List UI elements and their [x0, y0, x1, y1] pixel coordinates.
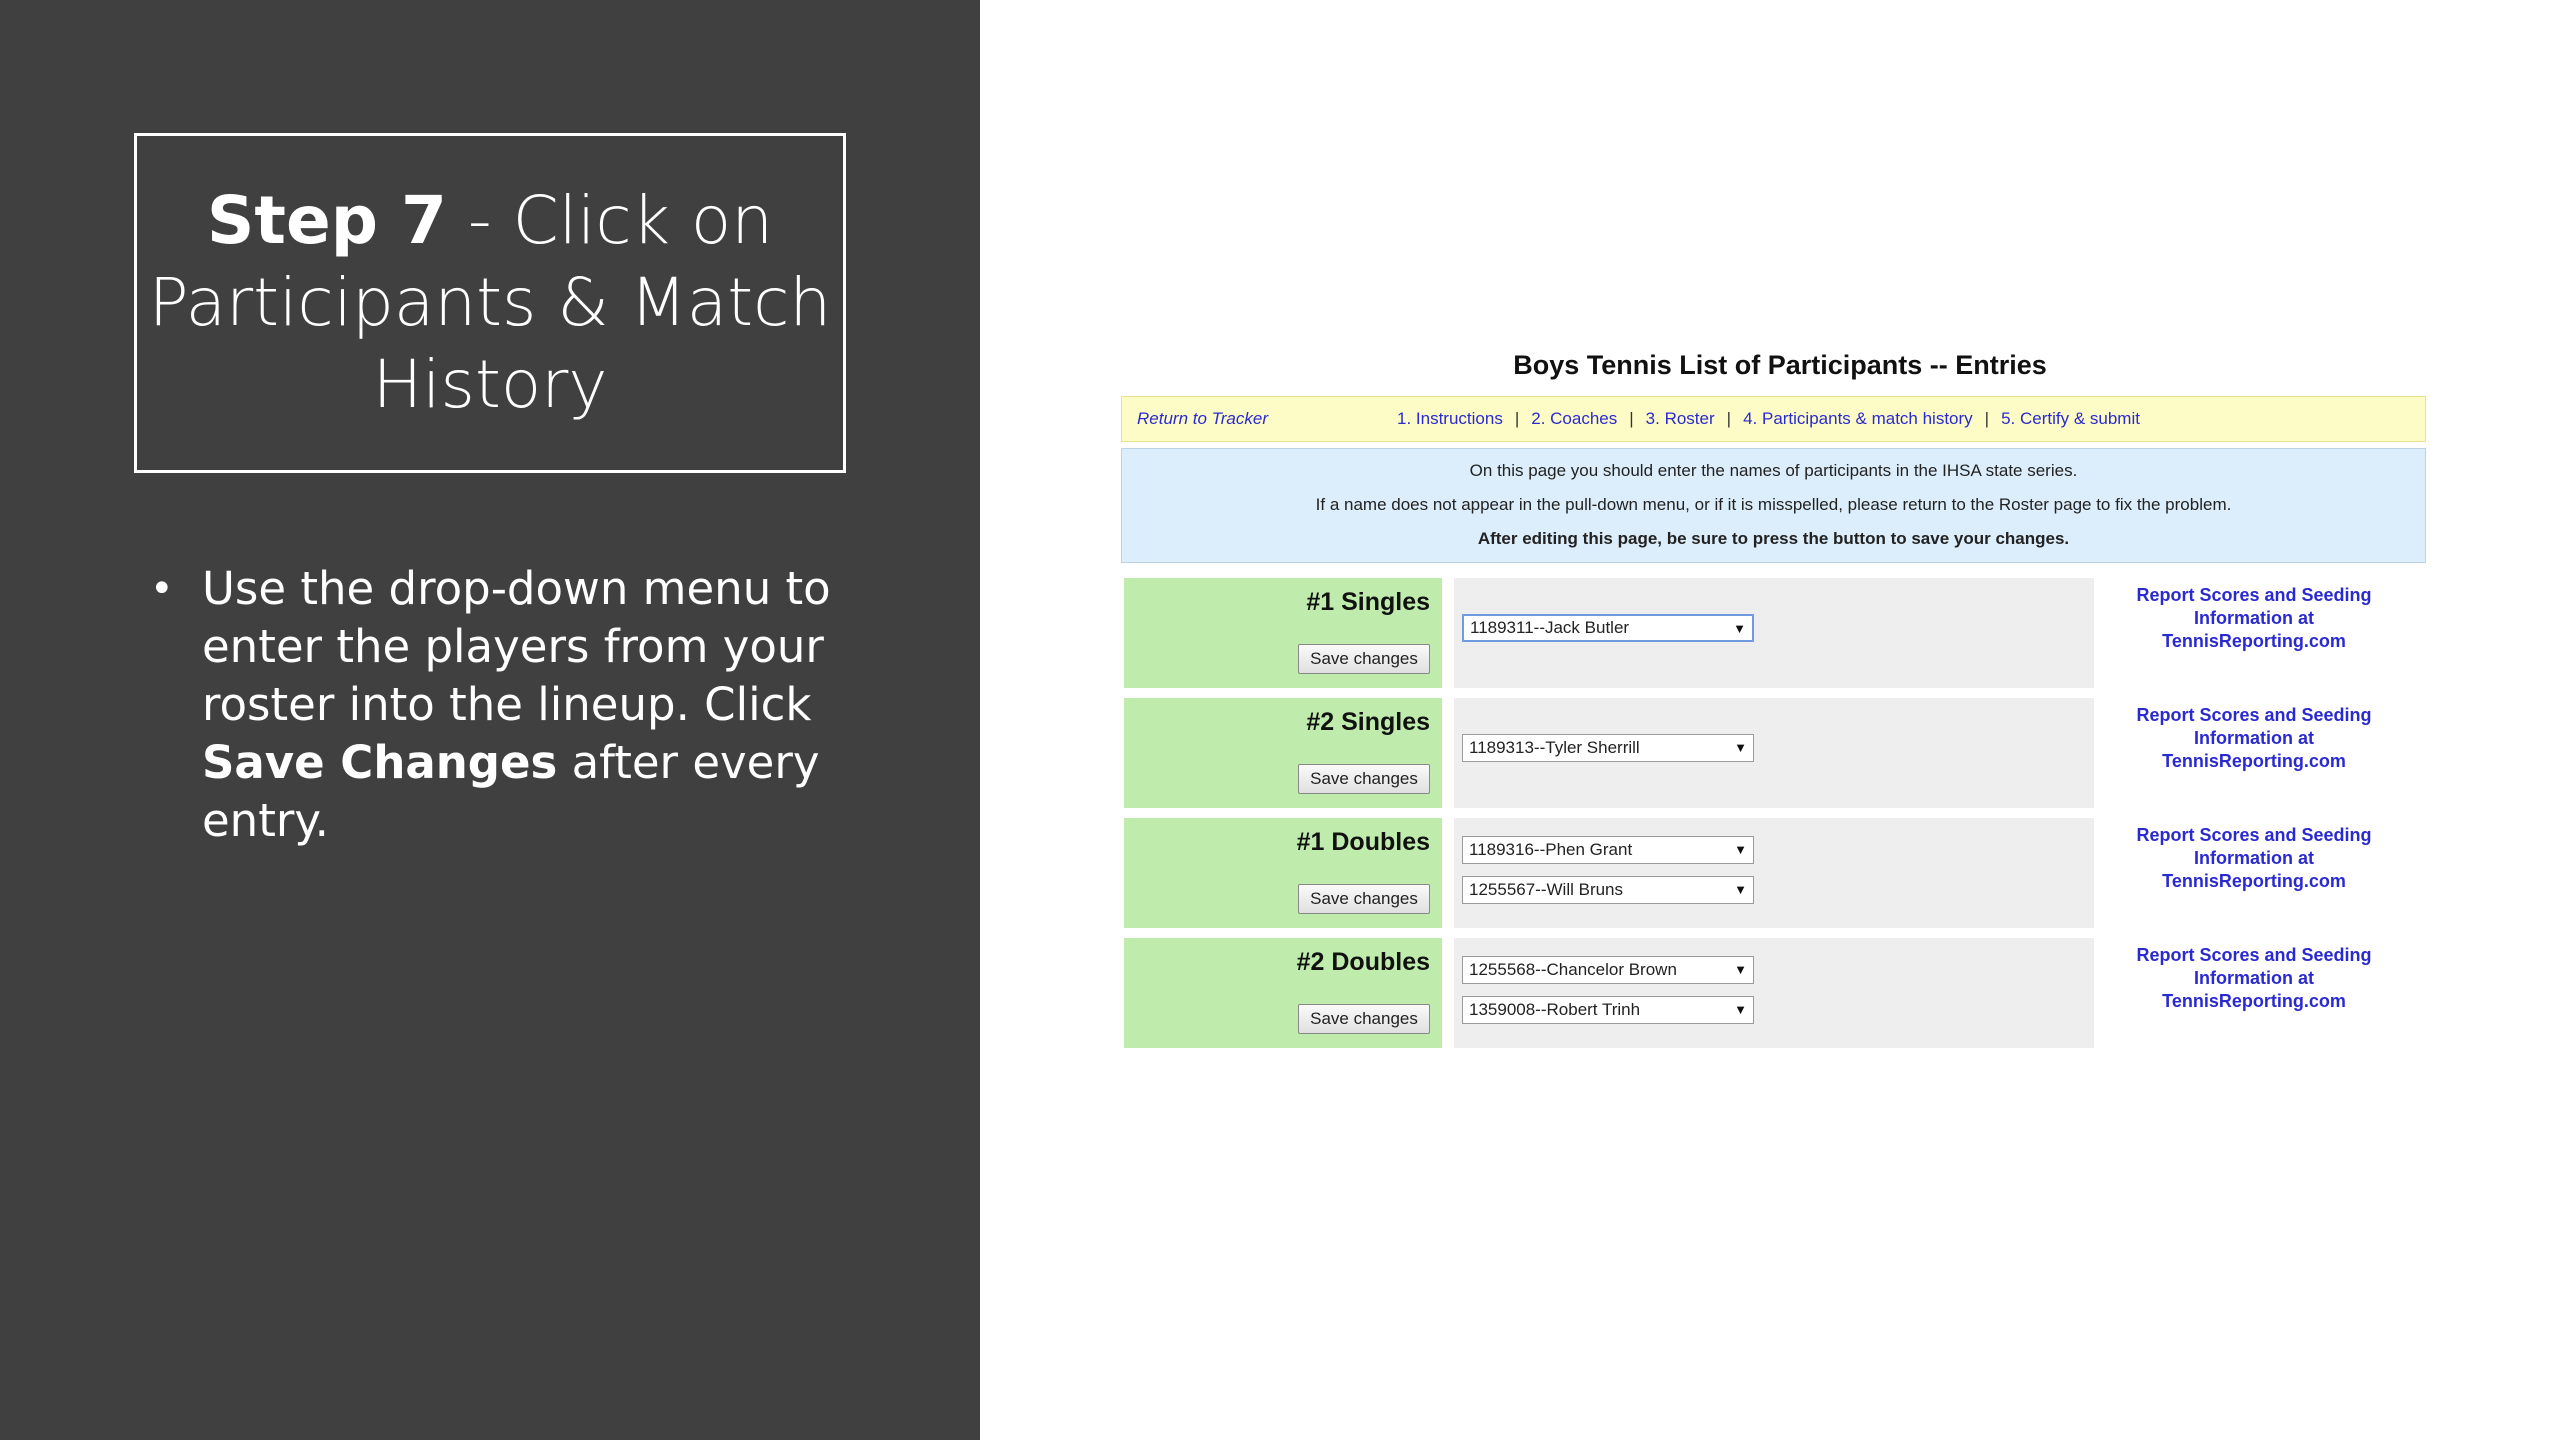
entry-select-cell — [1454, 938, 2094, 1048]
bullet-text-part1: Use the drop-down menu to enter the players from your roster into the lineup. Click — [202, 562, 831, 731]
report-scores-link[interactable] — [2114, 944, 2394, 1013]
entry-row-doubles-1 — [1124, 818, 2424, 928]
slide-title-line1 — [207, 180, 773, 262]
dropdown-caret-icon: ▼ — [1734, 740, 1747, 755]
player-select-value: 1189313--Tyler Sherrill — [1469, 738, 1640, 757]
page-title: Boys Tennis List of Participants -- Entries — [1513, 350, 2047, 380]
info-line-2: If a name does not appear in the pull-down menu, or if it is misspelled, please return to the Roster page to fix the problem. — [1315, 495, 2232, 514]
bullet-text-bold: Save Changes — [202, 736, 558, 789]
report-line: TennisReporting.com — [2162, 991, 2346, 1011]
report-line: Report Scores and Seeding — [2136, 945, 2372, 965]
report-scores-link[interactable] — [2114, 824, 2394, 893]
player-select-value: 1189311--Jack Butler — [1470, 618, 1630, 637]
nav-link-coaches[interactable]: 2. Coaches — [1531, 409, 1618, 428]
report-line: Information at — [2194, 968, 2314, 988]
entry-label-cell — [1124, 698, 1442, 808]
nav-separator: | — [1629, 409, 1634, 428]
player-select-value: 1359008--Robert Trinh — [1469, 1000, 1641, 1019]
entry-select-cell — [1454, 698, 2094, 808]
info-line-3: After editing this page, be sure to press the button to save your changes. — [1477, 529, 2070, 548]
player-select[interactable] — [1462, 956, 1754, 984]
entry-name: #1 Singles — [1306, 588, 1430, 616]
entry-row-singles-1 — [1124, 578, 2424, 688]
dropdown-caret-icon: ▼ — [1734, 842, 1747, 857]
save-changes-button[interactable]: Save changes — [1298, 764, 1430, 794]
player-select-value: 1189316--Phen Grant — [1469, 840, 1633, 859]
report-line: Information at — [2194, 728, 2314, 748]
nav-separator: | — [1514, 409, 1520, 428]
report-line: TennisReporting.com — [2162, 631, 2346, 651]
entry-select-cell — [1454, 578, 2094, 688]
report-line: Report Scores and Seeding — [2136, 705, 2372, 725]
slide-bullet — [150, 560, 870, 850]
entry-row-singles-2 — [1124, 698, 2424, 808]
nav-separator: | — [1984, 409, 1990, 428]
slide-title-rest: - Click on — [467, 182, 774, 259]
report-line: TennisReporting.com — [2162, 871, 2346, 891]
nav-link-participants[interactable]: 4. Participants & match history — [1743, 409, 1973, 428]
dropdown-caret-icon: ▼ — [1733, 621, 1746, 636]
slide-title-step: Step 7 — [206, 182, 447, 259]
dropdown-caret-icon: ▼ — [1734, 962, 1747, 977]
player-select-value: 1255567--Will Bruns — [1469, 880, 1624, 899]
dropdown-caret-icon: ▼ — [1734, 882, 1747, 897]
player-select-value: 1255568--Chancelor Brown — [1469, 960, 1677, 979]
bullet-text-part2: after every entry. — [202, 736, 820, 847]
save-changes-button[interactable]: Save changes — [1298, 644, 1430, 674]
entry-label-cell — [1124, 938, 1442, 1048]
slide-title-box — [134, 133, 846, 473]
entry-name: #2 Doubles — [1296, 948, 1430, 976]
info-line-1: On this page you should enter the names of participants in the IHSA state series. — [1469, 461, 2078, 480]
info-box — [1121, 448, 2426, 563]
entry-select-cell — [1454, 818, 2094, 928]
player-select[interactable] — [1462, 876, 1754, 904]
player-select[interactable] — [1462, 734, 1754, 762]
save-changes-button[interactable]: Save changes — [1298, 884, 1430, 914]
return-to-tracker-link[interactable]: Return to Tracker — [1137, 409, 1269, 428]
slide-left-panel — [0, 0, 980, 1440]
entry-name: #1 Doubles — [1296, 828, 1430, 856]
entry-name: #2 Singles — [1306, 708, 1430, 736]
report-line: Report Scores and Seeding — [2136, 825, 2372, 845]
save-changes-button[interactable]: Save changes — [1298, 1004, 1430, 1034]
dropdown-caret-icon: ▼ — [1734, 1002, 1747, 1017]
report-scores-link[interactable] — [2114, 584, 2394, 653]
entry-label-cell — [1124, 818, 1442, 928]
report-line: Information at — [2194, 848, 2314, 868]
player-select[interactable] — [1462, 614, 1754, 642]
report-scores-link[interactable] — [2114, 704, 2394, 773]
nav-steps — [1397, 409, 2140, 429]
nav-bar — [1121, 396, 2426, 442]
report-line: Information at — [2194, 608, 2314, 628]
nav-link-instructions[interactable]: 1. Instructions — [1397, 409, 1503, 428]
slide-title-line2: Participants & Match — [148, 264, 832, 341]
nav-link-certify[interactable]: 5. Certify & submit — [2001, 409, 2140, 428]
nav-separator: | — [1726, 409, 1732, 428]
bullet-dot-icon: • — [150, 566, 174, 612]
player-select[interactable] — [1462, 836, 1754, 864]
player-select[interactable] — [1462, 996, 1754, 1024]
slide-title-line3: History — [372, 346, 608, 423]
nav-link-roster[interactable]: 3. Roster — [1645, 409, 1715, 428]
bullet-text — [202, 560, 870, 850]
report-line: Report Scores and Seeding — [2136, 585, 2372, 605]
report-line: TennisReporting.com — [2162, 751, 2346, 771]
entry-label-cell — [1124, 578, 1442, 688]
entry-row-doubles-2 — [1124, 938, 2424, 1048]
